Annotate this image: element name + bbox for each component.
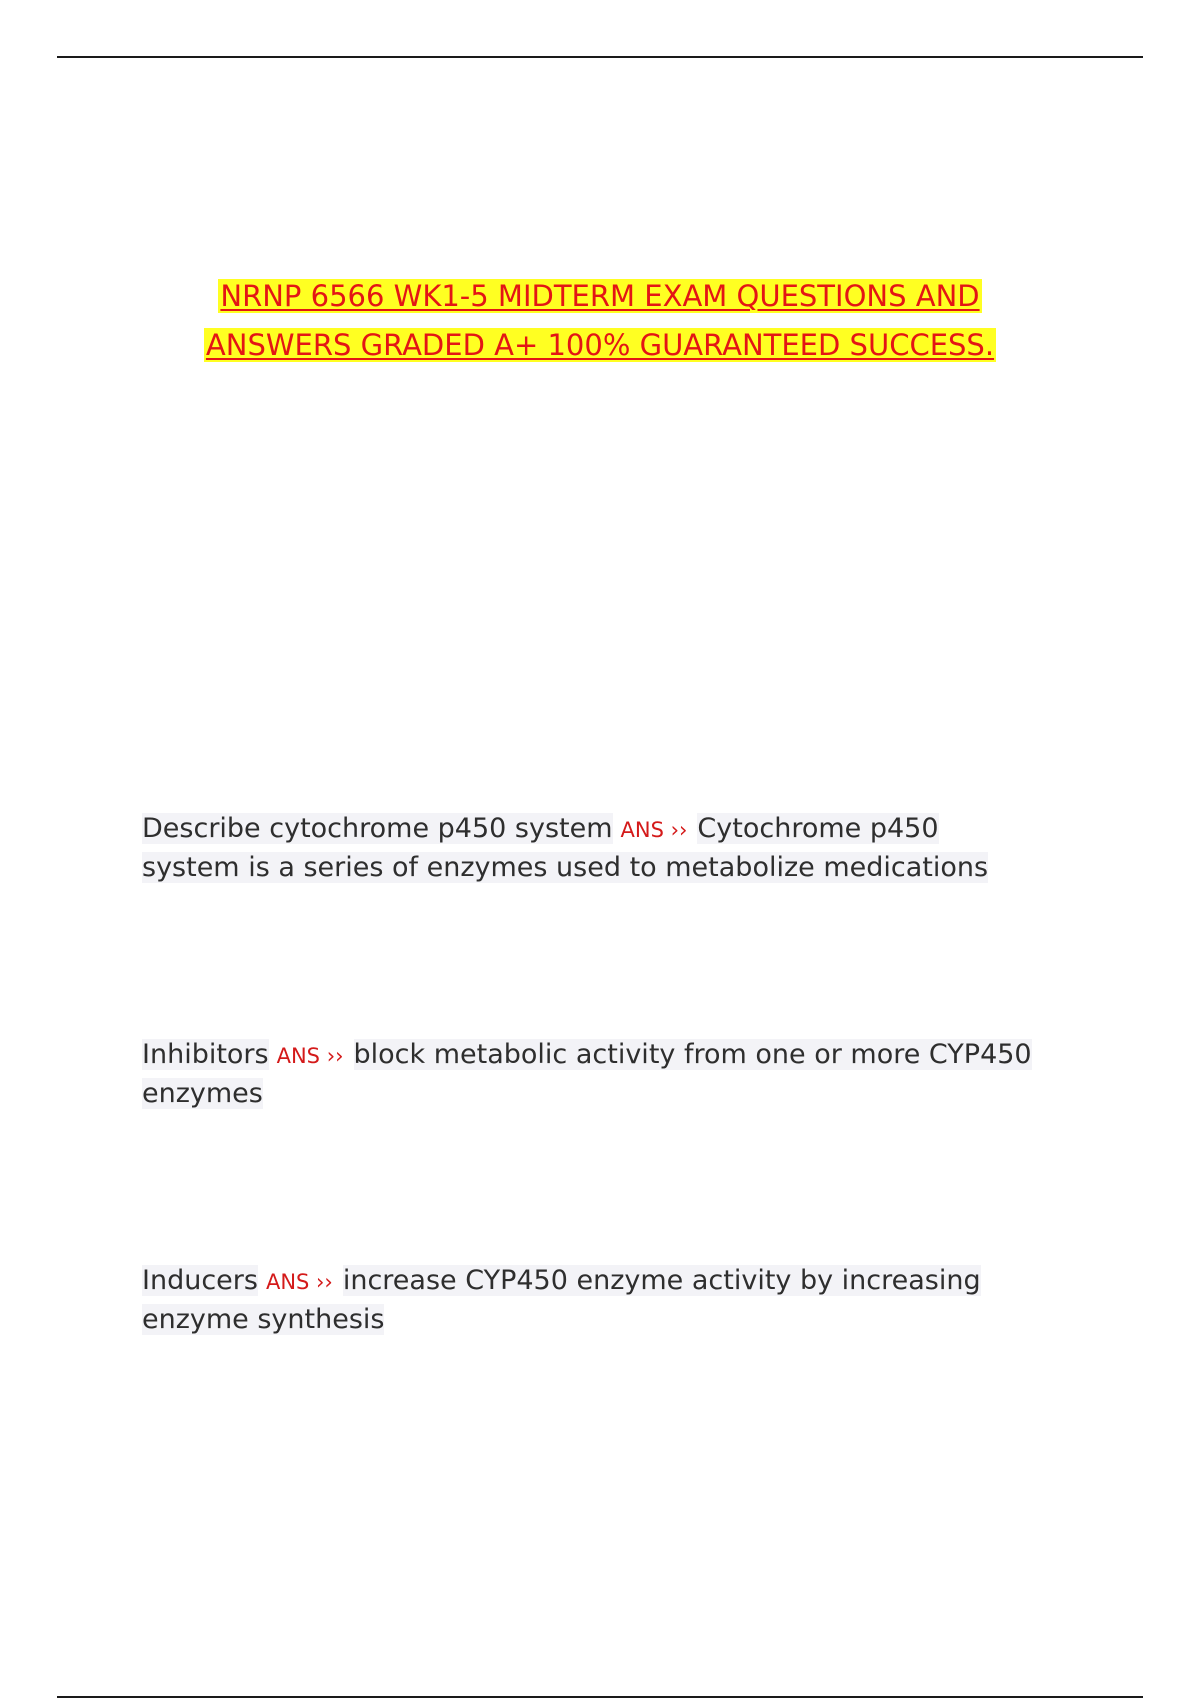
answer-marker: ANS ›› bbox=[276, 1044, 344, 1068]
qa-item bbox=[142, 810, 1042, 887]
page-title bbox=[0, 272, 1200, 370]
answer-marker: ANS ›› bbox=[265, 1270, 333, 1294]
answer-text: Cytochrome p450 system is a series of enzymes used to metabolize medications bbox=[142, 813, 989, 883]
question-text: Describe cytochrome p450 system bbox=[142, 813, 613, 844]
title-line-2: ANSWERS GRADED A+ 100% GUARANTEED SUCCESS. bbox=[205, 328, 995, 362]
qa-item bbox=[142, 1262, 1042, 1339]
bottom-rule bbox=[57, 1696, 1143, 1698]
answer-text: block metabolic activity from one or more CYP450 enzymes bbox=[142, 1039, 1032, 1109]
title-line-1: NRNP 6566 WK1-5 MIDTERM EXAM QUESTIONS AND bbox=[220, 279, 980, 313]
answer-text: increase CYP450 enzyme activity by increasing enzyme synthesis bbox=[142, 1265, 981, 1335]
top-rule bbox=[57, 56, 1143, 58]
answer-marker: ANS ›› bbox=[620, 818, 688, 842]
question-text: Inducers bbox=[142, 1265, 258, 1296]
qa-item bbox=[142, 1036, 1042, 1113]
question-text: Inhibitors bbox=[142, 1039, 269, 1070]
